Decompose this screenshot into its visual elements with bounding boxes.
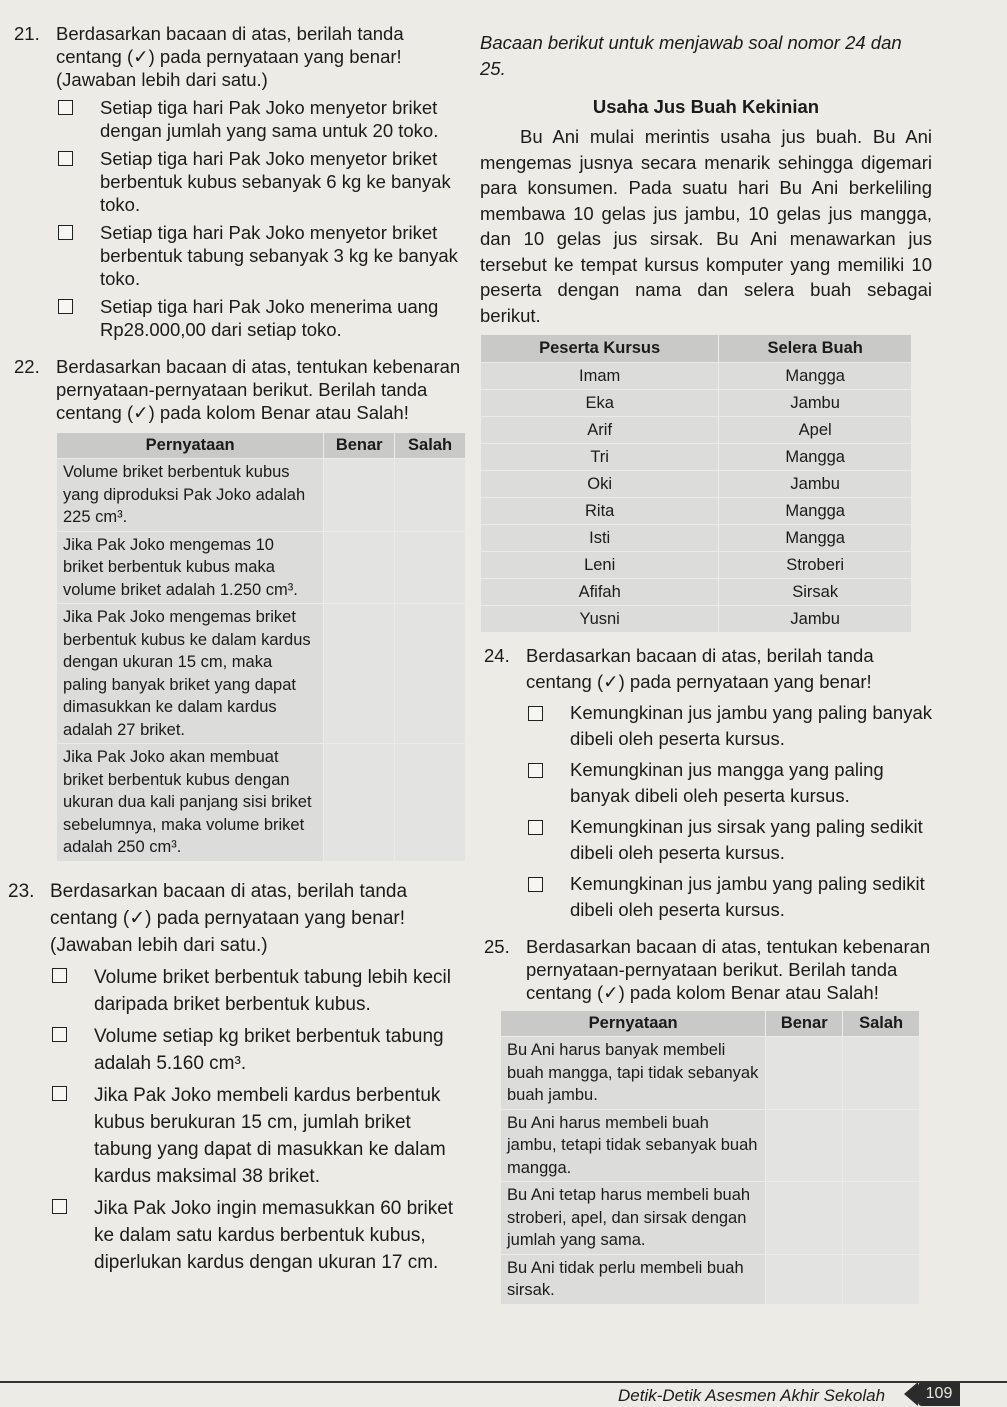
salah-cell[interactable] — [395, 459, 466, 532]
table-row — [57, 604, 466, 744]
salah-cell[interactable] — [843, 1037, 920, 1110]
benar-cell[interactable] — [324, 531, 395, 604]
question-number: 22. — [14, 356, 40, 377]
question-number: 23. — [8, 880, 35, 902]
table-row: Arif Apel — [481, 417, 912, 444]
option-label: Kemungkinan jus sirsak yang paling sedikit dibeli oleh peserta kursus. — [570, 816, 923, 863]
footer-book-title: Detik-Detik Asesmen Akhir Sekolah — [618, 1386, 886, 1405]
reading-title: Usaha Jus Buah Kekinian — [592, 96, 820, 117]
salah-cell[interactable] — [843, 1182, 920, 1255]
option-item — [14, 96, 466, 142]
option-item — [484, 757, 932, 809]
table-row — [501, 1109, 920, 1182]
checkbox[interactable] — [52, 1086, 67, 1101]
benar-cell[interactable] — [324, 744, 395, 862]
question-text: Berdasarkan bacaan di atas, berilah tanda centang (✓) pada pernyataan yang benar! — [526, 645, 874, 692]
statement-cell: Bu Ani tidak perlu membeli buah sirsak. — [501, 1254, 766, 1304]
option-label: Setiap tiga hari Pak Joko menyetor briket dengan jumlah yang sama untuk 20 toko. — [100, 97, 439, 141]
benar-cell[interactable] — [324, 604, 395, 744]
question-number: 24. — [484, 645, 510, 666]
option-item — [8, 1195, 466, 1276]
table-row: Leni Stroberi — [481, 552, 912, 579]
reading-intro: Bacaan berikut untuk menjawab soal nomor 24 dan 25. — [480, 32, 902, 79]
option-item — [8, 964, 466, 1018]
salah-cell[interactable] — [395, 604, 466, 744]
table-header: Salah — [395, 433, 466, 459]
option-item — [484, 871, 932, 923]
option-item — [484, 700, 932, 752]
statement-cell: Jika Pak Joko mengemas 10 briket berbentuk kubus maka volume briket adalah 1.250 cm³. — [57, 531, 324, 604]
table-row — [501, 1254, 920, 1304]
option-label: Kemungkinan jus jambu yang paling banyak dibeli oleh peserta kursus. — [570, 702, 933, 749]
option-item — [8, 1023, 466, 1077]
benar-cell[interactable] — [766, 1037, 843, 1110]
question-text: Berdasarkan bacaan di atas, berilah tanda centang (✓) pada pernyataan yang benar! (Jawaban lebih dari satu.) — [56, 23, 404, 90]
question-number: 21. — [14, 23, 40, 44]
option-label: Kemungkinan jus mangga yang paling banyak dibeli oleh peserta kursus. — [570, 759, 884, 806]
statement-cell: Jika Pak Joko mengemas briket berbentuk kubus ke dalam kardus dengan ukuran 15 cm, maka paling banyak briket yang dapat dimasukkan ke dalam kardus adalah 27 briket. — [57, 604, 324, 744]
statement-cell: Bu Ani tetap harus membeli buah stroberi, apel, dan sirsak dengan jumlah yang sama. — [501, 1182, 766, 1255]
checkbox[interactable] — [528, 763, 543, 778]
left-column — [8, 22, 466, 1276]
benar-cell[interactable] — [766, 1254, 843, 1304]
checkbox[interactable] — [528, 877, 543, 892]
option-item — [484, 814, 932, 866]
table-row — [57, 531, 466, 604]
checkbox[interactable] — [528, 820, 543, 835]
option-label: Jika Pak Joko membeli kardus berbentuk kubus berukuran 15 cm, jumlah briket tabung yang dapat di masukkan ke dalam kardus maksimal 38 briket. — [94, 1084, 446, 1187]
table-row: Rita Mangga — [481, 498, 912, 525]
option-label: Jika Pak Joko ingin memasukkan 60 briket ke dalam satu kardus berbentuk kubus, diperlukan kardus dengan ukuran 17 cm. — [94, 1197, 454, 1273]
option-item — [14, 221, 466, 290]
salah-cell[interactable] — [843, 1109, 920, 1182]
table-row: Isti Mangga — [481, 525, 912, 552]
option-label: Volume briket berbentuk tabung lebih kecil daripada briket berbentuk kubus. — [94, 966, 452, 1015]
checkbox[interactable] — [528, 706, 543, 721]
question-text: Berdasarkan bacaan di atas, tentukan kebenaran pernyataan-pernyataan berikut. Berilah tanda centang (✓) pada kolom Benar atau Salah! — [526, 936, 931, 1003]
question-25 — [484, 935, 932, 1305]
statement-cell: Jika Pak Joko akan membuat briket berbentuk kubus dengan ukuran dua kali panjang sisi briket sebelumnya, maka volume briket adalah 250 cm³. — [57, 744, 324, 862]
table-row: Eka Jambu — [481, 390, 912, 417]
statement-table — [56, 432, 466, 862]
table-header: Benar — [324, 433, 395, 459]
table-row: Oki Jambu — [481, 471, 912, 498]
option-label: Setiap tiga hari Pak Joko menyetor briket berbentuk kubus sebanyak 6 kg ke banyak toko. — [100, 148, 451, 215]
question-number: 25. — [484, 936, 510, 957]
option-label: Setiap tiga hari Pak Joko menyetor briket berbentuk tabung sebanyak 3 kg ke banyak toko. — [100, 222, 458, 289]
statement-cell: Bu Ani harus membeli buah jambu, tetapi tidak sebanyak buah mangga. — [501, 1109, 766, 1182]
page-chevron-icon — [904, 1382, 918, 1406]
statement-table — [500, 1010, 920, 1305]
option-label: Setiap tiga hari Pak Joko menerima uang Rp28.000,00 dari setiap toko. — [100, 296, 439, 340]
table-header: Pernyataan — [57, 433, 324, 459]
option-item — [8, 1082, 466, 1190]
table-header: Pernyataan — [501, 1011, 766, 1037]
reading-paragraph: Bu Ani mulai merintis usaha jus buah. Bu Ani mengemas jusnya secara menarik sehingga digemari para konsumen. Pada suatu hari Bu Ani berkeliling membawa 10 gelas jus jambu, 10 gelas jus mangga, dan 10 gelas jus sirsak. Bu Ani menawarkan jus tersebut ke tempat kursus komputer yang memiliki 10 peserta dengan nama dan selera buah sebagai berikut. — [480, 126, 932, 326]
checkbox[interactable] — [52, 1027, 67, 1042]
checkbox[interactable] — [58, 225, 73, 240]
checkbox[interactable] — [58, 299, 73, 314]
table-row: Afifah Sirsak — [481, 579, 912, 606]
checkbox[interactable] — [58, 100, 73, 115]
option-item — [14, 147, 466, 216]
footer-divider — [0, 1381, 1007, 1383]
checkbox[interactable] — [52, 968, 67, 983]
question-text: Berdasarkan bacaan di atas, berilah tanda centang (✓) pada pernyataan yang benar! (Jawaban lebih dari satu.) — [50, 880, 408, 956]
salah-cell[interactable] — [395, 744, 466, 862]
salah-cell[interactable] — [395, 531, 466, 604]
benar-cell[interactable] — [766, 1109, 843, 1182]
table-row: Yusni Jambu — [481, 606, 912, 633]
question-text: Berdasarkan bacaan di atas, tentukan kebenaran pernyataan-pernyataan berikut. Berilah tanda centang (✓) pada kolom Benar atau Salah! — [56, 356, 461, 423]
right-column — [480, 30, 932, 1305]
table-row — [57, 744, 466, 862]
table-row — [57, 459, 466, 532]
table-row: Imam Mangga — [481, 363, 912, 390]
benar-cell[interactable] — [766, 1182, 843, 1255]
table-header: Salah — [843, 1011, 920, 1037]
participant-table — [480, 334, 912, 633]
question-24 — [484, 643, 932, 923]
table-row — [501, 1037, 920, 1110]
table-header: Benar — [766, 1011, 843, 1037]
checkbox[interactable] — [52, 1199, 67, 1214]
salah-cell[interactable] — [843, 1254, 920, 1304]
table-header: Selera Buah — [719, 335, 912, 363]
question-22 — [14, 355, 466, 862]
option-label: Volume setiap kg briket berbentuk tabung adalah 5.160 cm³. — [94, 1025, 444, 1074]
benar-cell[interactable] — [324, 459, 395, 532]
question-21 — [14, 22, 466, 341]
statement-cell: Bu Ani harus banyak membeli buah mangga, tapi tidak sebanyak buah jambu. — [501, 1037, 766, 1110]
table-header: Peserta Kursus — [481, 335, 719, 363]
checkbox[interactable] — [58, 151, 73, 166]
statement-cell: Volume briket berbentuk kubus yang diproduksi Pak Joko adalah 225 cm³. — [57, 459, 324, 532]
option-item — [14, 295, 466, 341]
option-label: Kemungkinan jus jambu yang paling sedikit dibeli oleh peserta kursus. — [570, 873, 925, 920]
page-number: 109 — [918, 1382, 960, 1406]
table-row — [501, 1182, 920, 1255]
table-row: Tri Mangga — [481, 444, 912, 471]
question-23 — [8, 878, 466, 1276]
